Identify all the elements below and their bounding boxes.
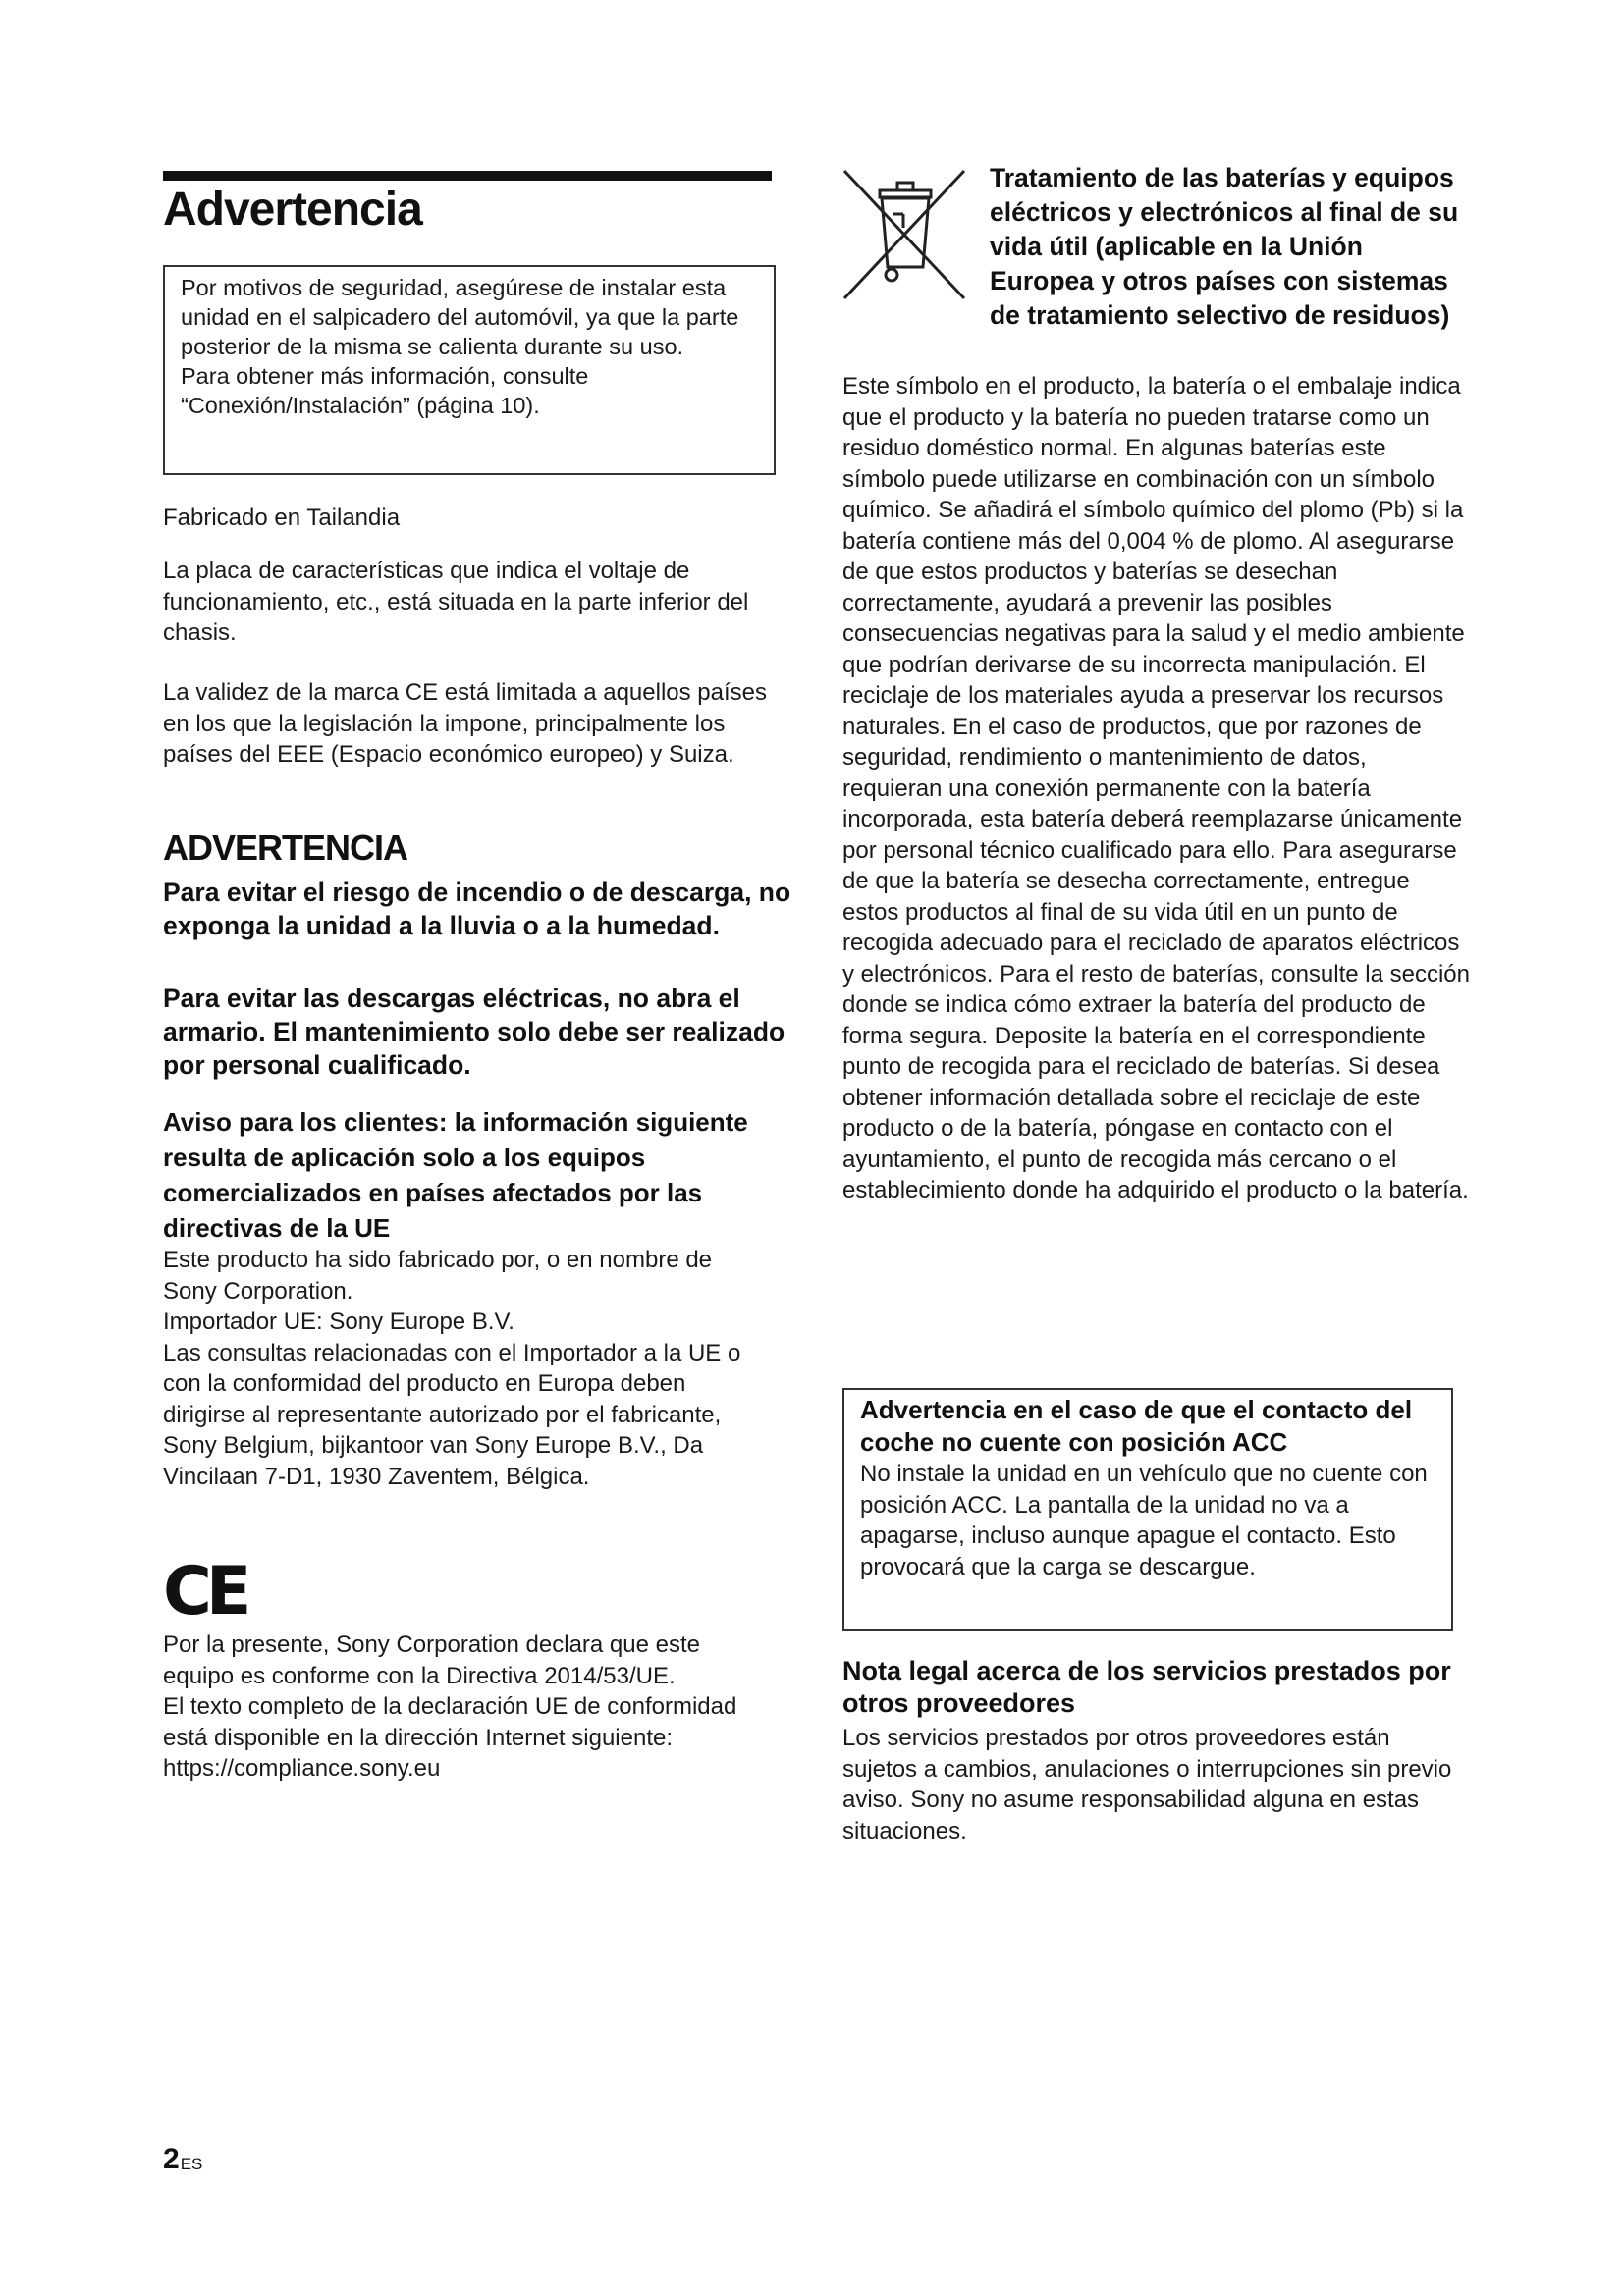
ce-mark: CE	[163, 1553, 246, 1630]
warning-electric: Para evitar las descargas eléctricas, no abra el armario. El mantenimiento solo debe ser realizado por personal cualificado.	[163, 984, 785, 1080]
compliance-link[interactable]: https://compliance.sony.eu	[163, 1755, 441, 1782]
crossed-out-wheelie-bin-icon	[842, 169, 968, 302]
advertencia-heading: ADVERTENCIA	[163, 828, 408, 868]
declaration-block	[163, 1629, 762, 1785]
made-in-text: Fabricado en Tailandia	[163, 505, 401, 531]
legal-note-heading: Nota legal acerca de los servicios prestados por otros proveedores	[842, 1656, 1451, 1718]
safety-reference: Para obtener más información, consulte “Conexión/Instalación” (página 10).	[181, 363, 589, 418]
weee-body: Este símbolo en el producto, la batería o el embalaje indica que el producto y la batería no pueden tratarse como un residuo doméstico normal. En algunas baterías este símbolo puede utilizarse en combinación con un símbolo químico. Se añadirá el símbolo químico del plomo (Pb) si la batería contiene más del 0,004 % de plomo. Al asegurarse de que estos productos y baterías se desechan correctamente, ayudará a prevenir las posibles consecuencias negativas para la salud y el medio ambiente que podrían derivarse de su incorrecta manipulación. El reciclaje de los materiales ayuda a preservar los recursos naturales. En el caso de productos, que por razones de seguridad, rendimiento o mantenimiento de datos, requieran una conexión permanente con la batería incorporada, esta batería deberá reemplazarse únicamente por personal técnico cualificado para ello. Para asegurarse de que la batería se desecha correctamente, entregue estos productos al final de su vida útil en un punto de recogida adecuado para el reciclado de aparatos eléctricos y electrónicos. Para el resto de baterías, consulte la sección donde se indica cómo extraer la batería del producto de forma segura. Deposite la batería en el correspondiente punto de recogida para el reciclado de baterías. Si desea obtener información detallada sobre el reciclaje de este producto o de la batería, póngase en contacto con el ayuntamiento, el punto de recogida más cercano o el establecimiento donde ha adquirido el producto o la batería.	[842, 373, 1470, 1203]
ce-validity-text: La validez de la marca CE está limitada a aquellos países en los que la legislación la impone, principalmente los países del EEE (Espacio económico europeo) y Suiza.	[163, 679, 767, 768]
acc-warning-box	[842, 1388, 1453, 1631]
declaration-availability: El texto completo de la declaración UE de conformidad está disponible en la dirección Internet siguiente:	[163, 1693, 737, 1751]
safety-text: Por motivos de seguridad, asegúrese de instalar esta unidad en el salpicadero del automóvil, ya que la parte posterior de la misma se calienta durante su uso.	[181, 275, 739, 359]
page-language: ES	[180, 2155, 203, 2173]
weee-heading: Tratamiento de las baterías y equipos eléctricos y electrónicos al final de su vida útil (aplicable en la Unión Europea y otros países con sistemas de tratamiento selectivo de residuos)	[990, 163, 1459, 330]
eu-notice-importer: Importador UE: Sony Europe B.V.	[163, 1308, 514, 1335]
eu-notice-representative: Las consultas relacionadas con el Importador a la UE o con la conformidad del producto en Europa deben dirigirse al representante autorizado por el fabricante, Sony Belgium, bijkantoor van Sony Europe B.V., Da Vincilaan 7-D1, 1930 Zaventem, Bélgica.	[163, 1339, 741, 1490]
safety-box	[163, 265, 776, 475]
declaration-text: Por la presente, Sony Corporation declara que este equipo es conforme con la Directiva 2014/53/UE.	[163, 1631, 700, 1689]
nameplate-text: La placa de características que indica el voltaje de funcionamiento, etc., está situada en la parte inferior del chasis.	[163, 558, 749, 646]
page-number	[163, 2143, 202, 2176]
title-rule	[163, 171, 772, 181]
legal-note-body: Los servicios prestados por otros proveedores están sujetos a cambios, anulaciones o interrupciones sin previo aviso. Sony no asume responsabilidad alguna en estas situaciones.	[842, 1725, 1452, 1844]
eu-notice-body	[163, 1245, 772, 1492]
page-number-value: 2	[163, 2143, 180, 2175]
warning-fire: Para evitar el riesgo de incendio o de descarga, no exponga la unidad a la lluvia o a la humedad.	[163, 878, 791, 940]
eu-notice-manufacturer: Este producto ha sido fabricado por, o en nombre de Sony Corporation.	[163, 1247, 713, 1305]
eu-notice-heading: Aviso para los clientes: la información siguiente resulta de aplicación solo a los equipos comercializados en países afectados por las directivas de la UE	[163, 1107, 748, 1243]
acc-warning-heading: Advertencia en el caso de que el contacto del coche no cuente con posición ACC	[860, 1395, 1413, 1457]
acc-warning-body: No instale la unidad en un vehículo que no cuente con posición ACC. La pantalla de la unidad no va a apagarse, incluso aunque apague el contacto. Esto provocará que la carga se descargue.	[860, 1461, 1428, 1580]
page-title: Advertencia	[163, 184, 422, 236]
